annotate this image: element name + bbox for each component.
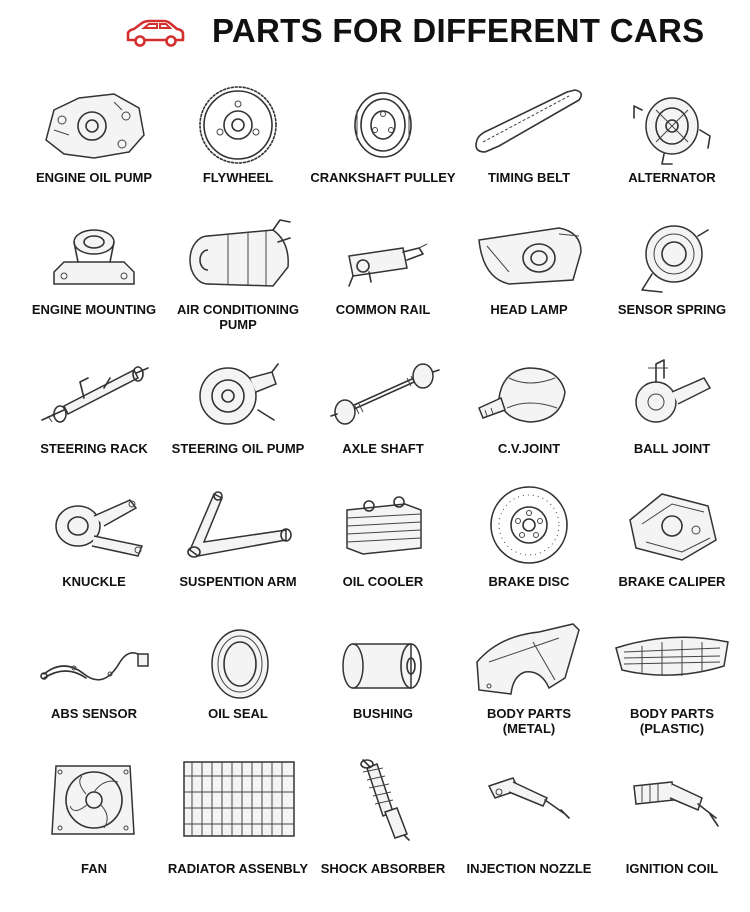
part-label: INJECTION NOZZLE xyxy=(466,861,592,876)
part-label: COMMON RAIL xyxy=(335,302,431,317)
part-label: IGNITION COIL xyxy=(625,861,719,876)
part-label: SENSOR SPRING xyxy=(617,302,727,317)
ignition-coil-icon xyxy=(612,752,732,842)
part-label: STEERING OIL PUMP xyxy=(171,441,305,456)
engine-mounting-icon xyxy=(34,212,154,302)
injection-nozzle-icon xyxy=(469,752,589,842)
sensor-spring-icon xyxy=(612,212,732,302)
part-label: SUSPENTION ARM xyxy=(179,574,297,589)
brake-disc-icon xyxy=(469,480,589,570)
timing-belt-icon xyxy=(469,80,589,170)
oil-seal-icon xyxy=(178,618,298,708)
air-conditioning-pump-icon xyxy=(178,212,298,302)
bushing-icon xyxy=(323,618,443,708)
part-label: STEERING RACK xyxy=(40,441,148,456)
part-label: ABS SENSOR xyxy=(51,706,137,721)
part-label: CRANKSHAFT PULLEY xyxy=(310,170,456,185)
part-label: ENGINE MOUNTING xyxy=(31,302,157,317)
steering-oil-pump-icon xyxy=(178,348,298,438)
part-label: BRAKE DISC xyxy=(488,574,570,589)
suspension-arm-icon xyxy=(178,480,298,570)
part-label: BUSHING xyxy=(353,706,413,721)
part-label: SHOCK ABSORBER xyxy=(320,861,446,876)
cv-joint-icon xyxy=(469,348,589,438)
steering-rack-icon xyxy=(34,348,154,438)
body-parts-plastic-icon xyxy=(612,618,732,708)
engine-oil-pump-icon xyxy=(34,80,154,170)
radiator-assembly-icon xyxy=(178,752,298,842)
part-label: ENGINE OIL PUMP xyxy=(35,170,153,185)
shock-absorber-icon xyxy=(323,752,443,842)
ball-joint-icon xyxy=(612,348,732,438)
part-label: ALTERNATOR xyxy=(628,170,716,185)
part-label: BODY PARTS (PLASTIC) xyxy=(629,706,715,736)
alternator-icon xyxy=(612,80,732,170)
body-parts-metal-icon xyxy=(469,618,589,708)
part-label: RADIATOR ASSENBLY xyxy=(167,861,309,876)
head-lamp-icon xyxy=(469,212,589,302)
knuckle-icon xyxy=(34,480,154,570)
part-label: TIMING BELT xyxy=(487,170,571,185)
part-label: FAN xyxy=(81,861,107,876)
flywheel-icon xyxy=(178,80,298,170)
part-label: BALL JOINT xyxy=(633,441,711,456)
part-label: FLYWHEEL xyxy=(202,170,274,185)
common-rail-icon xyxy=(323,212,443,302)
page-title: PARTS FOR DIFFERENT CARS xyxy=(212,12,705,49)
fan-icon xyxy=(34,752,154,842)
part-label: AXLE SHAFT xyxy=(342,441,424,456)
abs-sensor-icon xyxy=(34,618,154,708)
part-label: AIR CONDITIONING PUMP xyxy=(176,302,300,332)
part-label: OIL SEAL xyxy=(208,706,268,721)
brake-caliper-icon xyxy=(612,480,732,570)
part-label: KNUCKLE xyxy=(62,574,126,589)
part-label: BODY PARTS (METAL) xyxy=(486,706,572,736)
part-label: HEAD LAMP xyxy=(490,302,568,317)
part-label: BRAKE CALIPER xyxy=(618,574,726,589)
oil-cooler-icon xyxy=(323,480,443,570)
part-label: C.V.JOINT xyxy=(497,441,561,456)
axle-shaft-icon xyxy=(323,348,443,438)
crankshaft-pulley-icon xyxy=(323,80,443,170)
part-label: OIL COOLER xyxy=(342,574,424,589)
